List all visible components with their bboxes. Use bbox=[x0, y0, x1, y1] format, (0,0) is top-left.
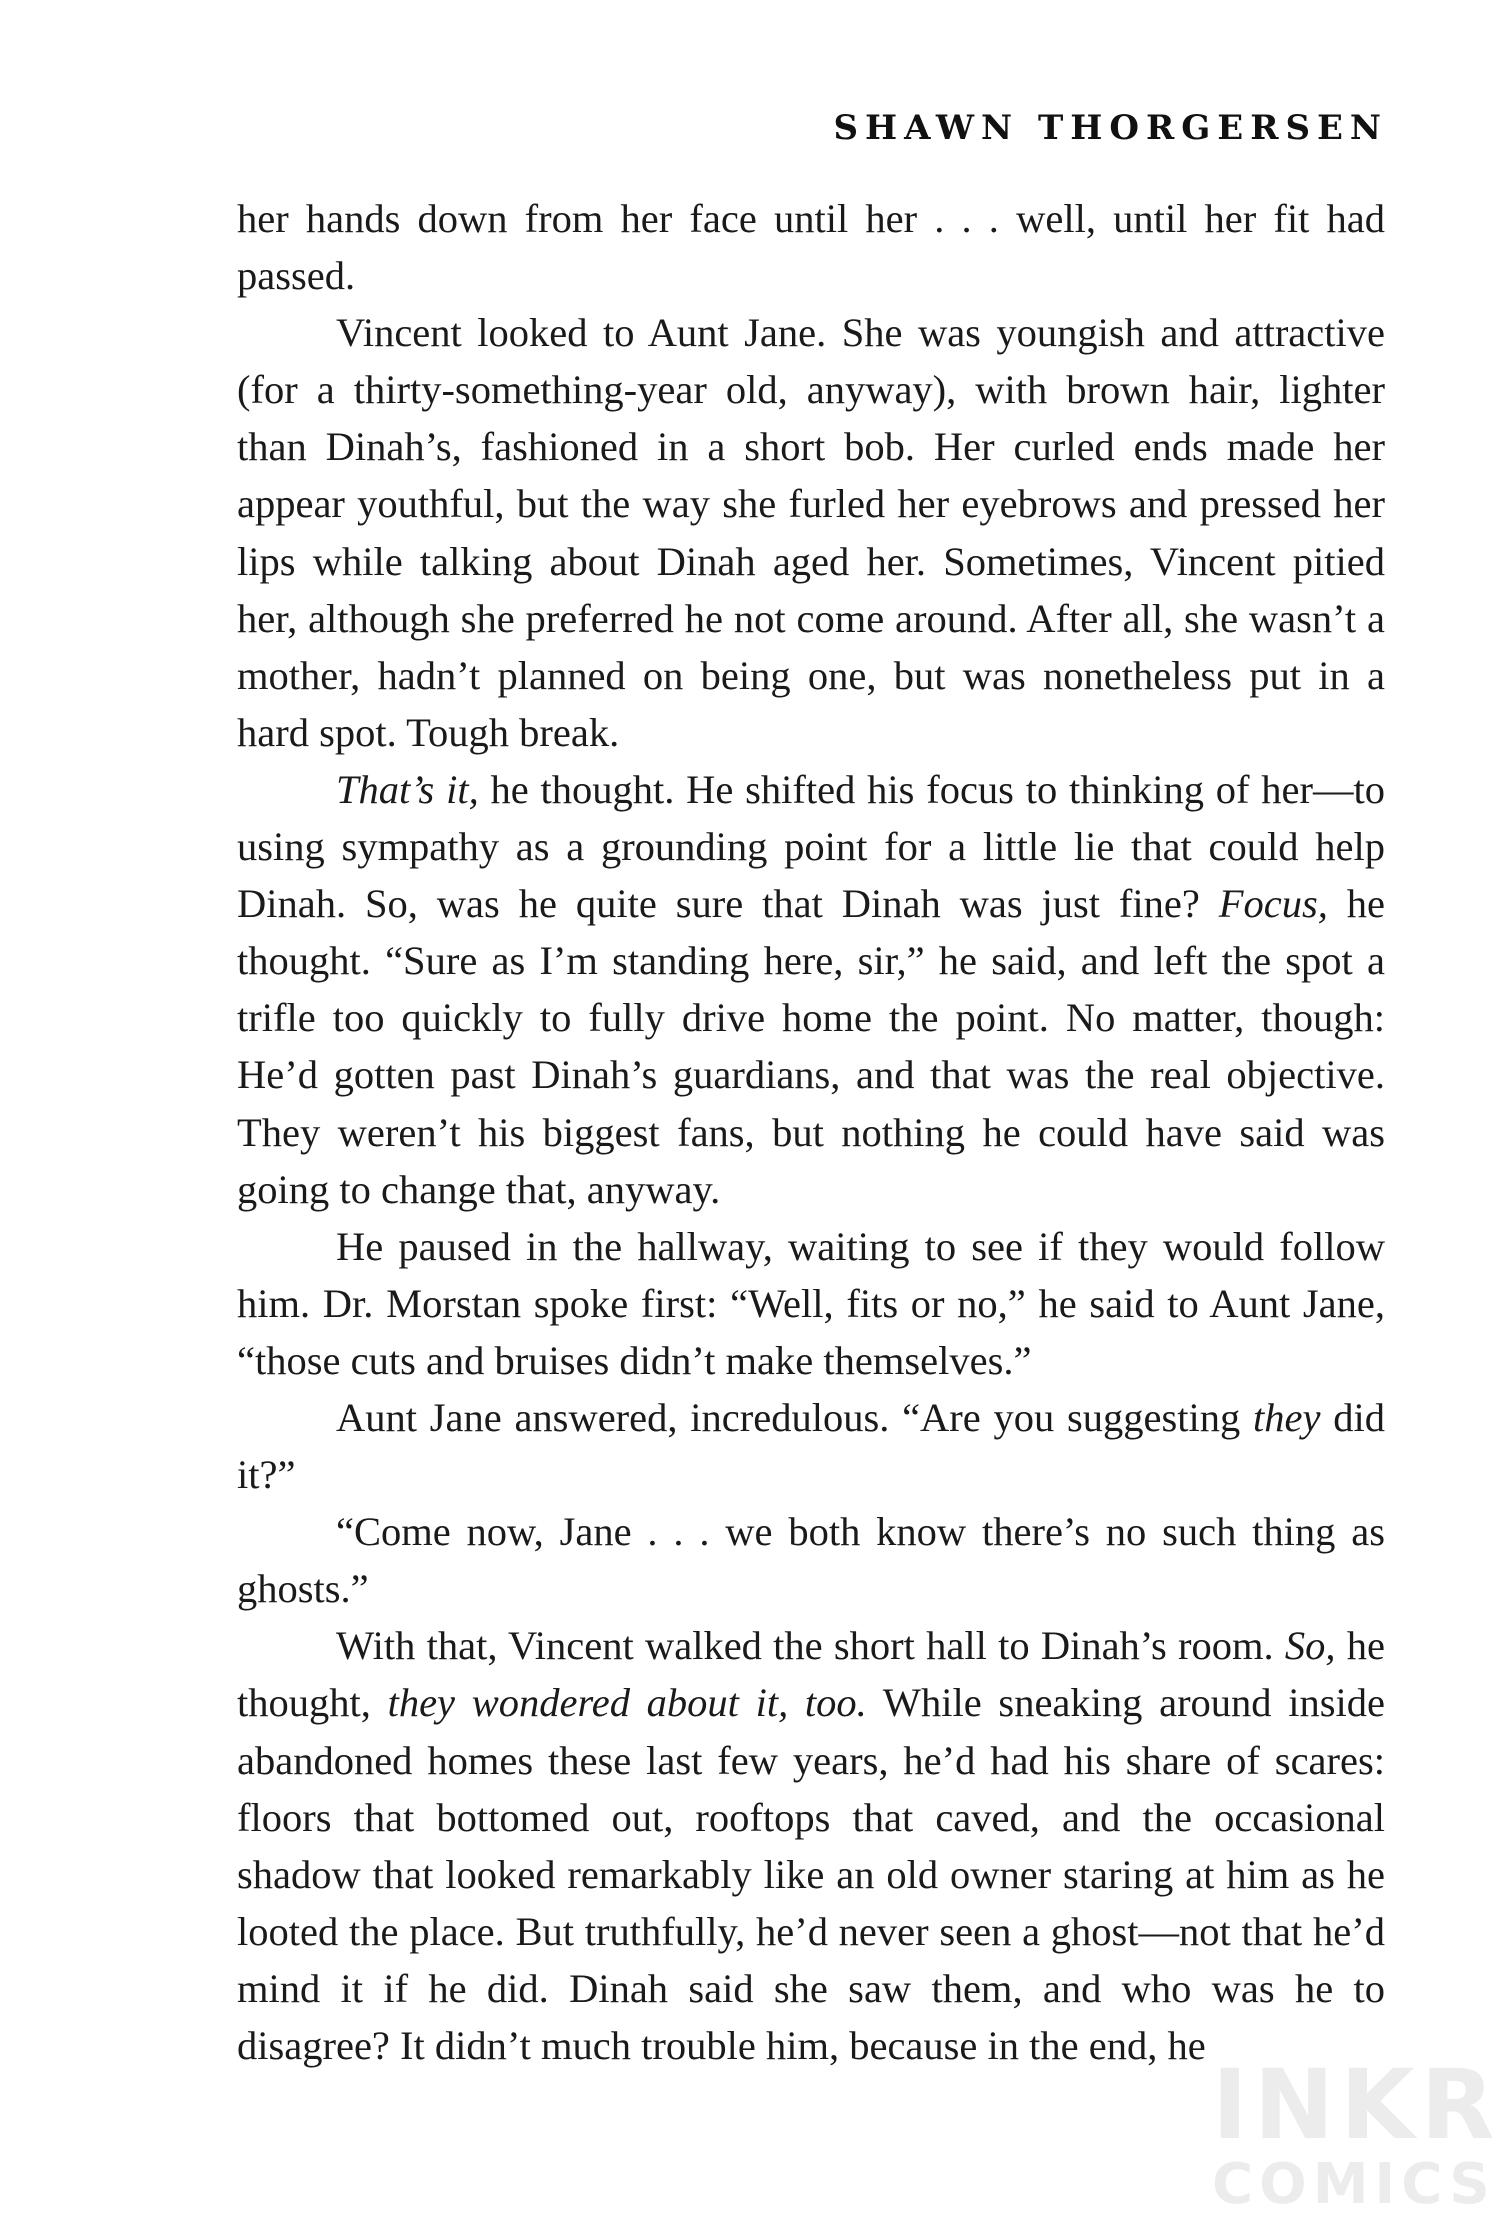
paragraph-text: “Come now, Jane . . . we both know there’s no such thing as ghosts.” bbox=[237, 1509, 1385, 1612]
body-text bbox=[237, 190, 1385, 2074]
paragraph-text: did it?” bbox=[237, 1394, 1385, 1498]
paragraph-5 bbox=[237, 1389, 1385, 1503]
inkr-comics-watermark bbox=[1212, 2049, 1500, 2217]
running-head-author: SHAWN THORGERSEN bbox=[833, 108, 1388, 148]
paragraph-text: Aunt Jane answered, incredulous. “Are you suggesting bbox=[336, 1394, 1254, 1440]
paragraph-text: he thought, bbox=[237, 1623, 1385, 1726]
watermark-logo-text: INKR bbox=[1212, 2049, 1500, 2161]
paragraph-text: Vincent looked to Aunt Jane. She was youngish and attractive (for a thirty-something-year old, anyway), with brown hair, lighter than Dinah’s, fashioned in a short bob. Her curled ends made her appear youthful, but the way she furled her eyebrows and pressed her lips while talking about Dinah aged her. Sometimes, Vincent pitied her, although she preferred he not come around. After all, she wasn’t a mother, hadn’t planned on being one, but was nonetheless put in a hard spot. Tough break. bbox=[237, 310, 1385, 755]
paragraph-4 bbox=[237, 1218, 1385, 1389]
paragraph-text: he thought. “Sure as I’m standing here, sir,” he said, and left the spot a trifle too quickly to fully drive home the point. No matter, though: He’d gotten past Dinah’s guardians, and that was the real objective. They weren’t his biggest fans, but nothing he could have said was going to change that, anyway. bbox=[237, 881, 1386, 1212]
italic-text: they wondered about it, too. bbox=[387, 1680, 867, 1726]
paragraph-1 bbox=[237, 190, 1385, 304]
italic-text: So, bbox=[1284, 1623, 1336, 1669]
italic-text: Focus, bbox=[1218, 881, 1328, 927]
paragraph-text: her hands down from her face until her . . . well, until her fit had passed. bbox=[237, 196, 1385, 299]
paragraph-text: He paused in the hallway, waiting to see if they would follow him. Dr. Morstan spoke first: “Well, fits or no,” he said to Aunt Jane, “those cuts and bruises didn’t make themselves.” bbox=[237, 1223, 1385, 1383]
paragraph-7 bbox=[237, 1617, 1385, 2074]
italic-text: they bbox=[1253, 1394, 1321, 1440]
paragraph-text: he thought. He shifted his focus to thinking of her—to using sympathy as a grounding point for a little lie that could help Dinah. So, was he quite sure that Dinah was just fine? bbox=[237, 766, 1385, 927]
paragraph-text: While sneaking around inside abandoned homes these last few years, he’d had his share of scares: floors that bottomed out, rooftops that caved, and the occasional shadow that looked remarkably like an old owner staring at him as he looted the place. But truthfully, he’d never seen a ghost—not that he’d mind it if he did. Dinah said she saw them, and who was he to disagree? It didn’t much trouble him, because in the end, he bbox=[237, 1680, 1385, 2068]
paragraph-text: With that, Vincent walked the short hall to Dinah’s room. bbox=[336, 1623, 1285, 1669]
paragraph-2 bbox=[237, 304, 1385, 761]
italic-text: That’s it, bbox=[336, 766, 479, 812]
paragraph-6 bbox=[237, 1503, 1385, 1617]
paragraph-3 bbox=[237, 761, 1385, 1218]
watermark-subtitle: COMICS bbox=[1212, 2152, 1496, 2217]
